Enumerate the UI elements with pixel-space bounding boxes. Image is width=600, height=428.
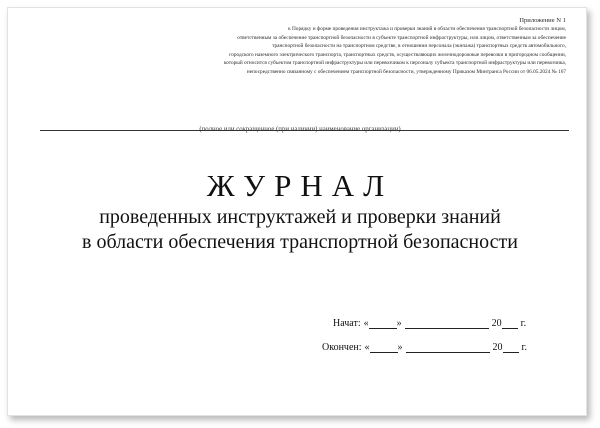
organization-caption: (полное или сокращенное (при наличии) наименование организации) (199, 126, 401, 133)
open-quote: « (363, 318, 369, 329)
appendix-line: городского наземного электрического транспорта, транспортных средств, осуществляющих железнодорожные перевозки в пригородном сообщении, (229, 51, 566, 58)
appendix-line: непосредственно связанному с обеспечением транспортной безопасности, утвержденному Приказом Минтранса России от 06.05.2024 № 167 (246, 68, 566, 75)
appendix-line: который относится субъектом транспортной инфраструктуры или перевозчиком к персоналу субъекта транспортной инфраструктуры или перевозчика, (223, 60, 566, 66)
start-date-label: Начат: (333, 318, 361, 329)
year-prefix: 20 (491, 318, 502, 329)
start-day-blank (369, 319, 397, 329)
open-quote: « (364, 342, 370, 353)
appendix-note (146, 16, 566, 76)
journal-subtitle-line-2: в области обеспечения транспортной безопасности (82, 231, 518, 253)
appendix-line: транспортной безопасности на транспортном средстве, в отношении персонала (экипажа) транспортных средств автомобильного, (272, 43, 566, 49)
end-date-row (322, 342, 527, 353)
appendix-heading: Приложение N 1 (519, 17, 566, 24)
journal-subtitle-line-1: проведенных инструктажей и проверки знаний (99, 206, 501, 228)
end-month-blank (406, 343, 490, 353)
start-year-blank (502, 319, 518, 329)
start-date-row (333, 318, 526, 329)
appendix-line: к Порядку и форме проведения инструктажа и проверки знаний в области обеспечения транспортной безопасности лицом, (288, 26, 566, 32)
year-suffix: г. (520, 318, 527, 329)
appendix-line: ответственным за обеспечение транспортной безопасности в субъекте транспортной инфраструктуры, или лицом, ответственным за обеспечение (237, 34, 566, 41)
end-date-label: Окончен: (322, 342, 362, 353)
year-suffix: г. (521, 342, 528, 353)
close-quote: » (396, 318, 402, 329)
end-day-blank (370, 343, 398, 353)
start-month-blank (405, 319, 489, 329)
end-year-blank (503, 343, 519, 353)
close-quote: » (397, 342, 403, 353)
year-prefix: 20 (492, 342, 503, 353)
journal-title: ЖУРНАЛ (206, 168, 394, 203)
